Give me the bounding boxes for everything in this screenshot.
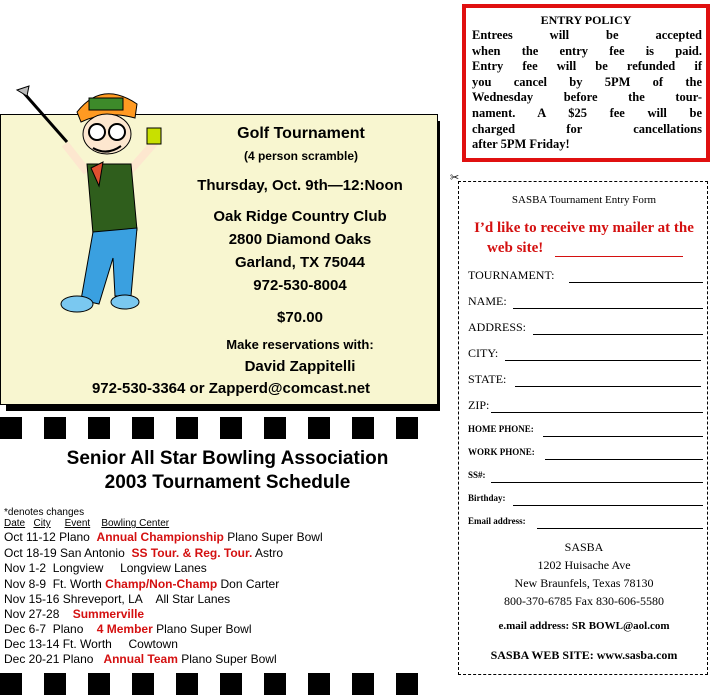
field-name-label: NAME: (468, 294, 507, 308)
row-center: Plano Super Bowl (156, 622, 252, 636)
golf-contact-info: 972-530-3364 or Zapperd@comcast.net (91, 380, 371, 397)
row-date: Nov 1-2 (4, 561, 47, 575)
row-event: SS Tour. & Reg. Tour. (131, 546, 253, 560)
policy-line: when the entry fee is paid. (472, 43, 702, 58)
field-zip-label: ZIP: (468, 398, 490, 412)
org-street: 1202 Huisache Ave (537, 558, 631, 572)
entry-policy-text (466, 28, 706, 153)
field-birthday-line[interactable] (513, 505, 703, 506)
policy-line: after 5PM Friday! (472, 137, 570, 152)
org-name: SASBA (564, 540, 604, 554)
golfer-clipart (7, 82, 177, 322)
field-home-phone-label: HOME PHONE: (468, 424, 534, 434)
golf-venue: Oak Ridge Country Club (213, 208, 387, 225)
schedule-note: *denotes changes (4, 507, 85, 518)
form-title: SASBA Tournament Entry Form (511, 194, 657, 206)
row-center: Plano Super Bowl (181, 652, 277, 666)
policy-line: nament. A $25 fee will be (472, 105, 702, 120)
field-home-phone-line[interactable] (543, 436, 703, 437)
golf-subtitle: (4 person scramble) (243, 149, 359, 163)
schedule-row (4, 607, 144, 621)
entry-policy-box (462, 4, 710, 162)
row-date: Nov 15-16 (4, 592, 60, 606)
field-ss-line[interactable] (491, 482, 703, 483)
field-tournament-line[interactable] (569, 282, 703, 283)
policy-line: you cancel by 5PM of the (472, 74, 702, 89)
org-phones: 800-370-6785 Fax 830-606-5580 (504, 594, 664, 608)
row-city: Plano (62, 652, 94, 666)
field-work-phone-line[interactable] (545, 459, 703, 460)
golf-street: 2800 Diamond Oaks (228, 231, 372, 248)
row-date: Dec 6-7 (4, 622, 47, 636)
header-event: Event (64, 518, 91, 529)
scissors-icon: ✂ (450, 172, 460, 184)
row-center: Don Carter (220, 577, 280, 591)
row-event: Annual Championship (96, 530, 224, 544)
schedule-row (4, 622, 252, 636)
row-city: Plano (52, 622, 84, 636)
row-date: Nov 27-28 (4, 607, 60, 621)
row-event: Champ/Non-Champ (105, 577, 218, 591)
field-address-label: ADDRESS: (468, 320, 527, 334)
golf-date: Thursday, Oct. 9th—12:Noon (197, 177, 403, 194)
header-date: Date (4, 518, 26, 529)
row-center: Plano Super Bowl (227, 530, 323, 544)
mailer-opt-in-line[interactable] (555, 256, 683, 257)
golf-contact-name: David Zappitelli (244, 358, 356, 375)
schedule-title-line1: Senior All Star Bowling Association (66, 448, 389, 469)
golf-phone: 972-530-8004 (253, 277, 347, 294)
row-city: Ft. Worth (62, 637, 112, 651)
org-website: SASBA WEB SITE: www.sasba.com (490, 648, 678, 662)
policy-line: Entrees will be accepted (472, 28, 702, 42)
row-city: San Antonio (60, 546, 125, 560)
row-event: Summerville (72, 607, 145, 621)
field-address-line[interactable] (533, 334, 703, 335)
field-tournament-label: TOURNAMENT: (468, 268, 555, 282)
header-city: City (33, 518, 51, 529)
row-date: Nov 8-9 (4, 577, 47, 591)
row-event: 4 Member (96, 622, 153, 636)
field-ss-label: SS#: (468, 470, 486, 480)
field-email-line[interactable] (537, 528, 703, 529)
golf-tournament-card (0, 114, 438, 405)
golf-reserve-label: Make reservations with: (226, 337, 374, 352)
field-city-label: CITY: (468, 346, 499, 360)
schedule-row (4, 530, 323, 544)
row-center: All Star Lanes (155, 592, 231, 606)
org-email: e.mail address: SR BOWL@aol.com (498, 620, 670, 632)
row-date: Oct 18-19 (4, 546, 57, 560)
schedule-row (4, 637, 178, 651)
row-center: Astro (255, 546, 284, 560)
row-event: Annual Team (103, 652, 178, 666)
row-date: Oct 11-12 (4, 530, 56, 544)
schedule-row (4, 561, 207, 575)
field-state-label: STATE: (468, 372, 507, 386)
schedule-row (4, 652, 277, 666)
form-mailer-line1: I’d like to receive my mailer at the (474, 220, 694, 236)
policy-line: Wednesday before the tour- (472, 90, 702, 105)
field-state-line[interactable] (515, 386, 701, 387)
field-work-phone-label: WORK PHONE: (468, 447, 535, 457)
field-email-label: Email address: (468, 516, 526, 526)
field-name-line[interactable] (513, 308, 703, 309)
schedule-headers (4, 518, 169, 529)
entry-form (458, 181, 708, 675)
field-birthday-label: Birthday: (468, 493, 506, 503)
checker-strip-top (0, 417, 440, 439)
entry-policy-title: ENTRY POLICY (540, 13, 632, 27)
header-bowling-center: Bowling Center (101, 518, 170, 529)
row-center: Cowtown (128, 637, 178, 651)
org-city: New Braunfels, Texas 78130 (514, 576, 654, 590)
golf-city: Garland, TX 75044 (234, 254, 366, 271)
row-date: Dec 13-14 (4, 637, 60, 651)
policy-line: charged for cancellations (472, 121, 702, 136)
form-mailer-line2: web site! (487, 240, 544, 256)
golf-price: $70.00 (277, 309, 323, 326)
checker-strip-bottom (0, 673, 440, 695)
schedule-row (4, 592, 230, 606)
schedule-row (4, 546, 283, 560)
row-city: Plano (59, 530, 90, 544)
schedule-title-line2: 2003 Tournament Schedule (104, 472, 351, 493)
field-zip-line[interactable] (491, 412, 703, 413)
schedule-row (4, 577, 279, 591)
row-city: Shreveport, LA (62, 592, 143, 606)
policy-line: Entry fee will be refunded if (472, 59, 702, 74)
golf-title: Golf Tournament (237, 125, 365, 142)
row-city: Ft. Worth (52, 577, 102, 591)
field-city-line[interactable] (505, 360, 701, 361)
row-city: Longview (52, 561, 104, 575)
row-center: Longview Lanes (120, 561, 207, 575)
row-date: Dec 20-21 (4, 652, 60, 666)
